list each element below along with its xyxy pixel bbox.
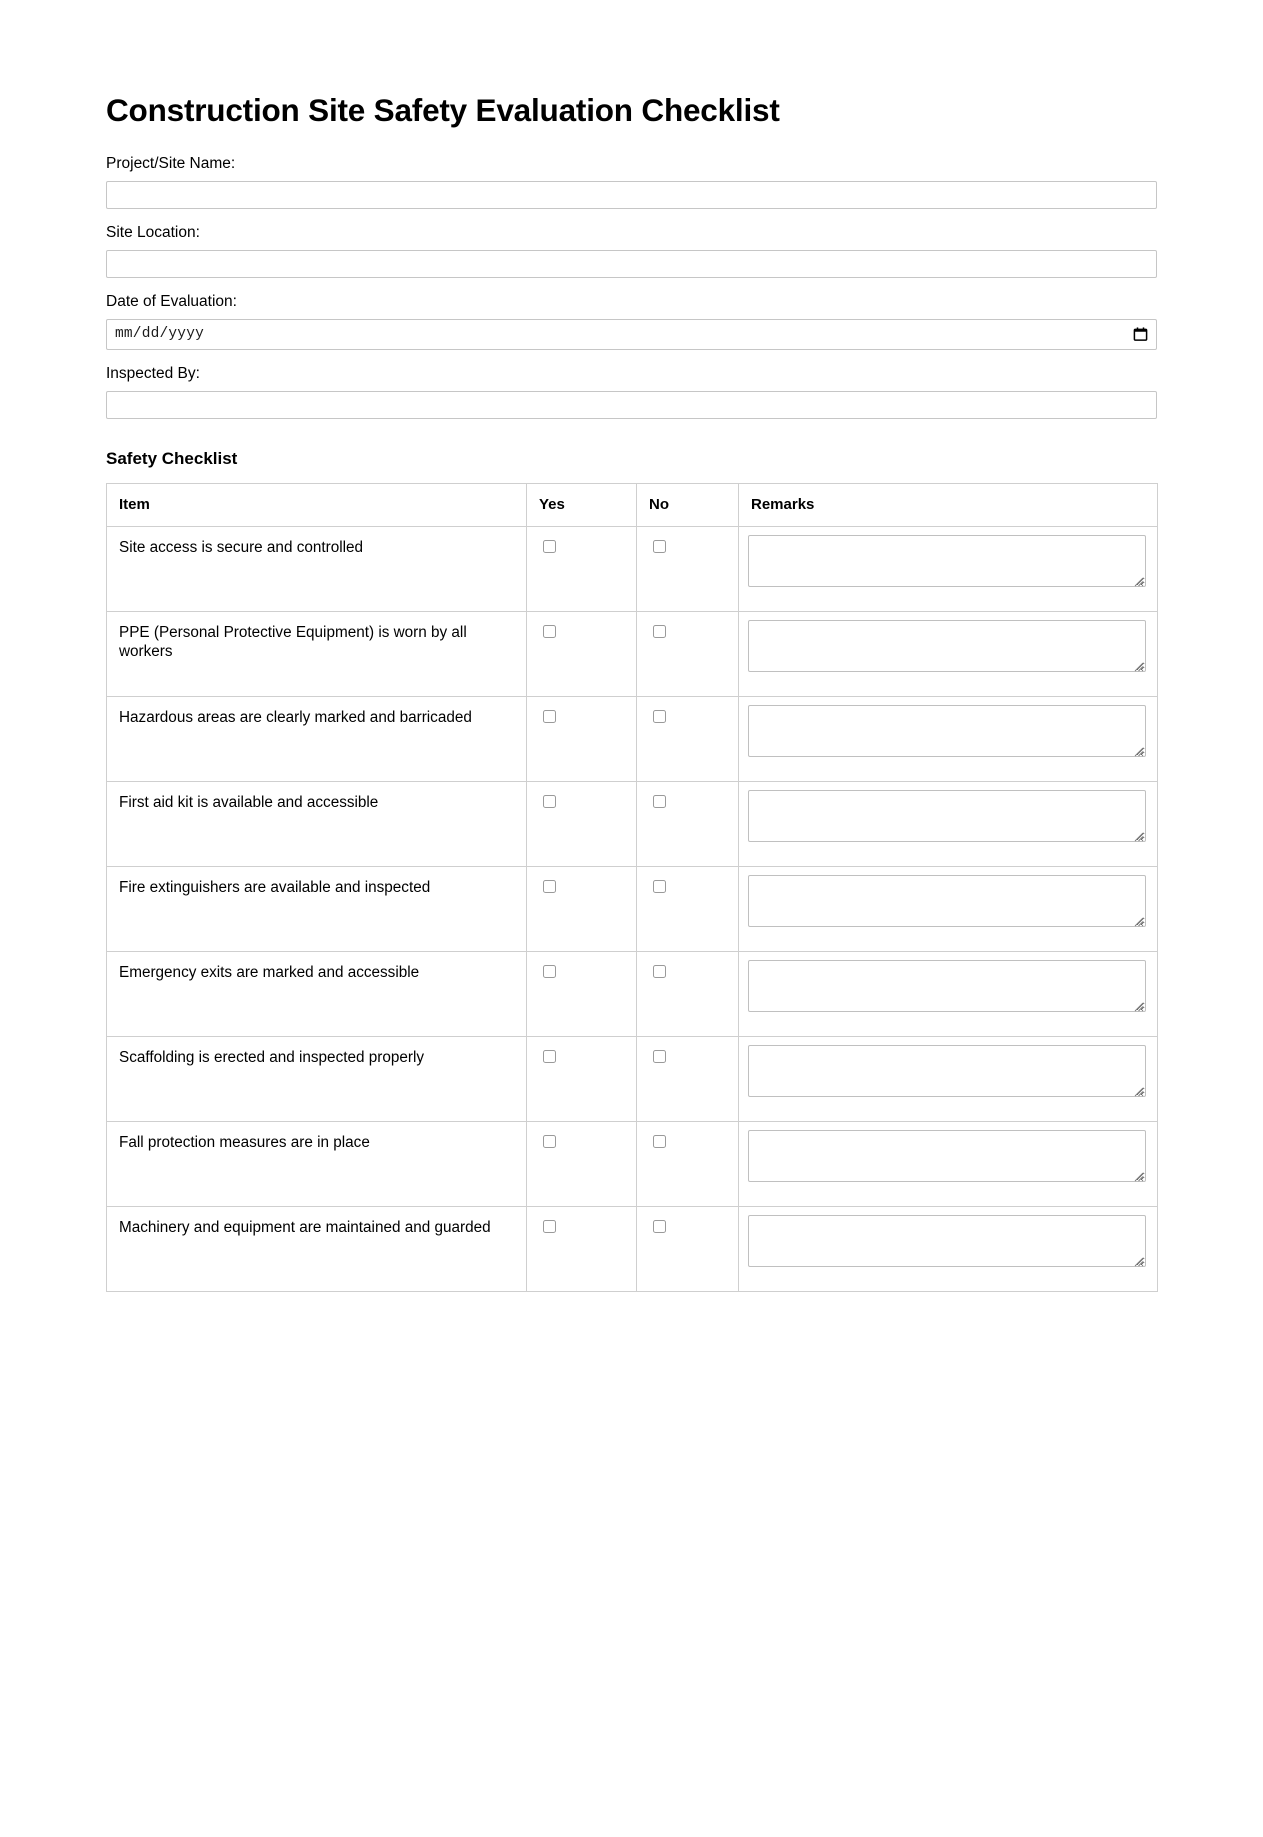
project-name-input[interactable]	[106, 181, 1157, 209]
checklist-no-cell	[637, 1036, 739, 1121]
checkbox-yes[interactable]	[543, 1050, 556, 1063]
checklist-remarks-cell	[739, 866, 1158, 951]
date-input-wrapper	[106, 319, 1157, 350]
field-group-inspected-by	[106, 364, 1157, 419]
checkbox-no[interactable]	[653, 1220, 666, 1233]
checklist-no-cell	[637, 611, 739, 696]
checkbox-yes[interactable]	[543, 795, 556, 808]
table-row	[107, 526, 1158, 611]
checkbox-no[interactable]	[653, 965, 666, 978]
remarks-textarea[interactable]	[748, 790, 1146, 842]
checklist-item-text: Site access is secure and controlled	[107, 526, 527, 611]
table-row	[107, 866, 1158, 951]
remarks-textarea-wrapper	[748, 535, 1146, 587]
checklist-yes-cell	[527, 1036, 637, 1121]
column-header-item: Item	[107, 483, 527, 526]
remarks-textarea[interactable]	[748, 620, 1146, 672]
site-location-label: Site Location:	[106, 224, 200, 242]
remarks-textarea-wrapper	[748, 790, 1146, 842]
table-row	[107, 1121, 1158, 1206]
field-group-site-location	[106, 223, 1157, 278]
inspected-by-input[interactable]	[106, 391, 1157, 419]
checklist-remarks-cell	[739, 1206, 1158, 1291]
remarks-textarea[interactable]	[748, 1130, 1146, 1182]
field-group-project-name	[106, 154, 1157, 209]
table-header-row	[107, 483, 1158, 526]
checklist-item-text: First aid kit is available and accessible	[107, 781, 527, 866]
remarks-textarea[interactable]	[748, 1215, 1146, 1267]
checklist-item-text: Scaffolding is erected and inspected properly	[107, 1036, 527, 1121]
project-name-label: Project/Site Name:	[106, 155, 236, 173]
table-header	[107, 483, 1158, 526]
table-body	[107, 526, 1158, 1291]
checklist-item-text: Machinery and equipment are maintained and guarded	[107, 1206, 527, 1291]
site-location-input[interactable]	[106, 250, 1157, 278]
checklist-no-cell	[637, 1206, 739, 1291]
safety-checklist-heading: Safety Checklist	[106, 448, 238, 468]
remarks-textarea-wrapper	[748, 1130, 1146, 1182]
column-header-remarks: Remarks	[739, 483, 1158, 526]
checklist-yes-cell	[527, 1121, 637, 1206]
remarks-textarea-wrapper	[748, 875, 1146, 927]
remarks-textarea-wrapper	[748, 705, 1146, 757]
table-row	[107, 696, 1158, 781]
checklist-yes-cell	[527, 696, 637, 781]
checkbox-no[interactable]	[653, 1135, 666, 1148]
checklist-item-text: Fire extinguishers are available and inspected	[107, 866, 527, 951]
checkbox-no[interactable]	[653, 880, 666, 893]
checkbox-yes[interactable]	[543, 710, 556, 723]
remarks-textarea-wrapper	[748, 1215, 1146, 1267]
checkbox-yes[interactable]	[543, 1220, 556, 1233]
remarks-textarea-wrapper	[748, 620, 1146, 672]
checkbox-no[interactable]	[653, 625, 666, 638]
checklist-item-text: Hazardous areas are clearly marked and barricaded	[107, 696, 527, 781]
safety-checklist-table	[106, 483, 1158, 1292]
date-of-evaluation-input[interactable]	[106, 319, 1157, 350]
checklist-remarks-cell	[739, 696, 1158, 781]
checklist-yes-cell	[527, 781, 637, 866]
checkbox-yes[interactable]	[543, 965, 556, 978]
remarks-textarea-wrapper	[748, 960, 1146, 1012]
checklist-remarks-cell	[739, 1036, 1158, 1121]
checklist-remarks-cell	[739, 951, 1158, 1036]
inspected-by-label: Inspected By:	[106, 364, 200, 382]
table-row	[107, 781, 1158, 866]
checklist-no-cell	[637, 696, 739, 781]
table-row	[107, 1206, 1158, 1291]
checklist-remarks-cell	[739, 1121, 1158, 1206]
checklist-yes-cell	[527, 526, 637, 611]
page-title: Construction Site Safety Evaluation Checklist	[106, 92, 780, 128]
checklist-remarks-cell	[739, 781, 1158, 866]
remarks-textarea[interactable]	[748, 875, 1146, 927]
table-row	[107, 1036, 1158, 1121]
checklist-item-text: PPE (Personal Protective Equipment) is worn by all workers	[107, 611, 527, 696]
remarks-textarea[interactable]	[748, 960, 1146, 1012]
checkbox-no[interactable]	[653, 540, 666, 553]
column-header-no: No	[637, 483, 739, 526]
remarks-textarea[interactable]	[748, 1045, 1146, 1097]
checklist-yes-cell	[527, 1206, 637, 1291]
checkbox-yes[interactable]	[543, 625, 556, 638]
date-of-evaluation-label: Date of Evaluation:	[106, 293, 237, 311]
checklist-no-cell	[637, 866, 739, 951]
remarks-textarea-wrapper	[748, 1045, 1146, 1097]
calendar-icon[interactable]	[1133, 327, 1148, 342]
checklist-item-text: Fall protection measures are in place	[107, 1121, 527, 1206]
table-row	[107, 611, 1158, 696]
table-row	[107, 951, 1158, 1036]
checklist-no-cell	[637, 1121, 739, 1206]
checklist-no-cell	[637, 526, 739, 611]
remarks-textarea[interactable]	[748, 705, 1146, 757]
checkbox-no[interactable]	[653, 795, 666, 808]
checkbox-yes[interactable]	[543, 880, 556, 893]
checklist-remarks-cell	[739, 611, 1158, 696]
checklist-no-cell	[637, 951, 739, 1036]
checkbox-yes[interactable]	[543, 1135, 556, 1148]
checkbox-no[interactable]	[653, 1050, 666, 1063]
checklist-yes-cell	[527, 951, 637, 1036]
checklist-yes-cell	[527, 866, 637, 951]
checkbox-yes[interactable]	[543, 540, 556, 553]
field-group-date-of-evaluation	[106, 292, 1157, 350]
checklist-no-cell	[637, 781, 739, 866]
checklist-item-text: Emergency exits are marked and accessible	[107, 951, 527, 1036]
checklist-yes-cell	[527, 611, 637, 696]
column-header-yes: Yes	[527, 483, 637, 526]
checkbox-no[interactable]	[653, 710, 666, 723]
checklist-remarks-cell	[739, 526, 1158, 611]
remarks-textarea[interactable]	[748, 535, 1146, 587]
